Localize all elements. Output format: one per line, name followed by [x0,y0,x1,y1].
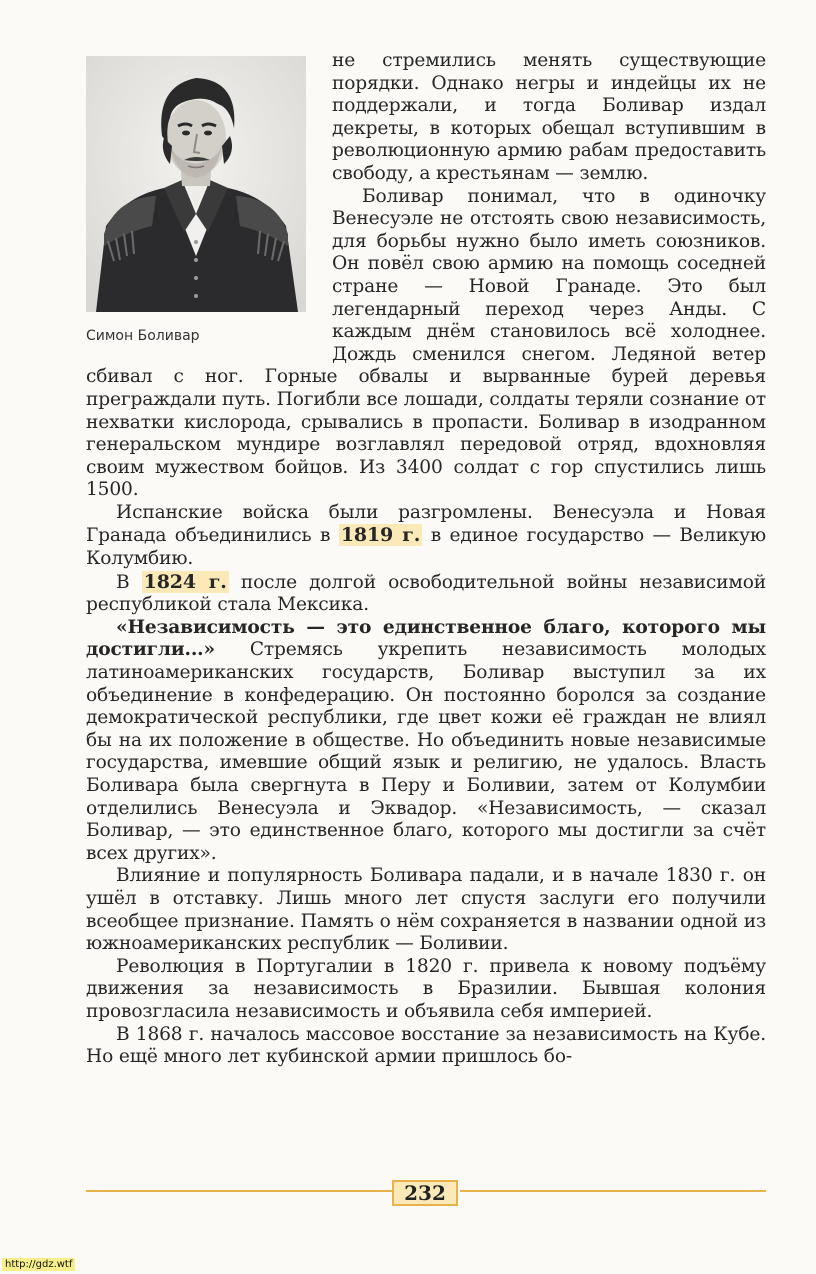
watermark-link[interactable]: http://gdz.wtf [2,1258,75,1271]
paragraph-6: Влияние и популярность Боливара падали, и в начале 1830 г. он ушёл в отставку. Лишь много лет спустя заслуги его получили всеобщее признание. Память о нём сохраняется в названии одной из южноамериканских республик — Боливии. [86,865,766,955]
paragraph-4 [86,571,766,617]
footer-rule-left [86,1190,392,1192]
paragraph-3 [86,502,766,571]
paragraph-3-text-b: в единое государство — Великую Колумбию. [86,525,766,570]
figure-float-spacer [86,50,332,364]
paragraph-3-text-a: Испанские войска были разгромлены. Венесуэла и Новая Гранада объединились в [86,501,766,547]
page-number: 232 [392,1180,458,1206]
page-footer [86,1180,766,1210]
paragraph-5 [86,617,766,866]
date-1824-highlight: 1824 г. [143,570,227,593]
paragraph-1: не стремились менять существующие порядки. Однако негры и индейцы их не поддержали, и тогда Боливар издал декреты, в которых обещал вступившим в революционную армию рабам предоставить свободу, а крестьянам — землю. [332,50,766,184]
paragraph-4-text-a: В [116,571,130,593]
body-text [86,50,766,1069]
section-heading: «Независимость — это единственное благо, которого мы достигли...» [86,616,766,661]
paragraph-8: В 1868 г. началось массовое восстание за независимость на Кубе. Но ещё много лет кубинской армии пришлось бо- [86,1023,766,1068]
footer-rule-right [460,1190,766,1192]
paragraph-2: Боливар понимал, что в одиночку Венесуэле не отстоять свою независимость, для борьбы нужно было иметь союзников. Он повёл свою армию на помощь соседней стране — Новой Гранаде. Это был легендарный переход через Анды. С каждым днём становилось всё холоднее. Дождь сменился снегом. Ледяной ветер сбивал с ног. Горные обвалы и вырванные бурей деревья преграждали путь. Погибли все лошади, солдаты теряли сознание от нехватки кислорода, срывались в пропасти. Боливар в изодранном генеральском мундире возглавлял передовой отряд, вдохновляя своим мужеством бойцов. Из 3400 солдат с гор спустились лишь 1500. [86,185,766,501]
paragraph-7: Революция в Португалии в 1820 г. привела к новому подъёму движения за независимость в Бразилии. Бывшая колония провозгласила независимость и объявила себя империей. [86,955,766,1022]
paragraph-5-body: Стремясь укрепить независимость молодых латиноамериканских государств, Боливар выступил за их объединение в конфедерацию. Он постоянно боролся за создание демократической республики, где цвет кожи её граждан не влиял бы на их положение в обществе. Но объединить новые независимые государства, имевшие общий язык и религию, не удалось. Власть Боливара была свергнута в Перу и Боливии, затем от Колумбии отделились Венесуэла и Эквадор. «Независимость, — сказал Боливар, — это единственное благо, которого мы достигли за счёт всех других». [86,639,766,864]
portrait-caption: Симон Боливар [86,328,200,344]
paragraph-4-text-b: после долгой освободительной войны независимой республикой стала Мексика. [86,571,766,616]
date-1819-highlight: 1819 г. [340,524,421,547]
